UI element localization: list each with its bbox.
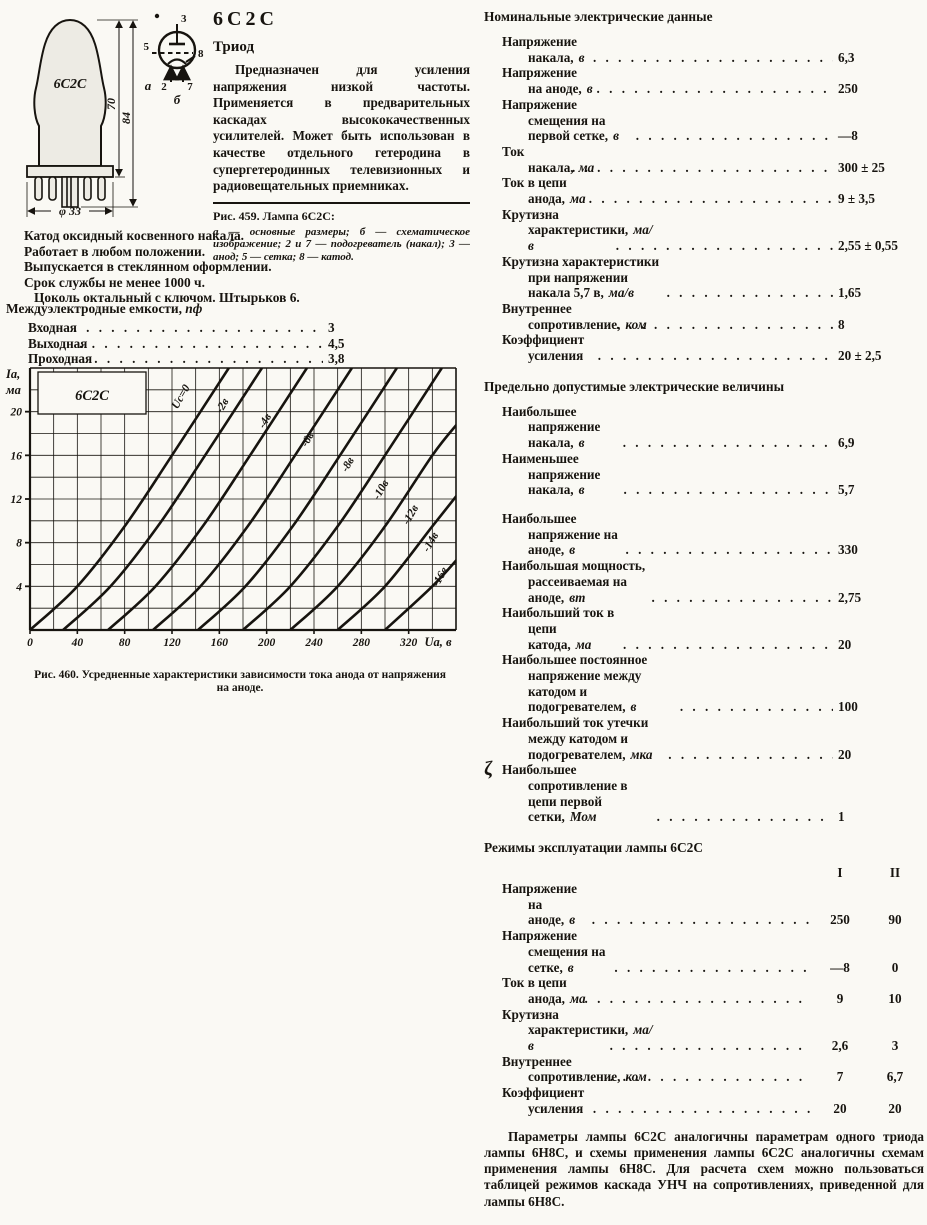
pen-mark: ζ (482, 757, 494, 781)
tube-name-on-glass: 6С2С (53, 77, 87, 92)
row-label: Крутизна характеристики, ма/в (502, 206, 653, 254)
mode-value-1: —8 (830, 959, 850, 975)
mode-value-2: 90 (888, 912, 902, 928)
key-dot (155, 14, 159, 18)
y-tick-label: 16 (10, 450, 22, 463)
modes-heading: Режимы эксплуатации лампы 6С2С (484, 840, 704, 856)
spec-row (502, 301, 924, 332)
spec-row (502, 34, 924, 65)
tube-type: Триод (213, 39, 255, 55)
pin-3-label: 3 (181, 13, 187, 25)
limits-heading: Предельно допустимые электрические величины (484, 378, 785, 394)
row-value: 6,9 (838, 435, 855, 451)
x-tick-label: 280 (352, 637, 370, 649)
y-tick-label: 12 (10, 494, 22, 506)
mode-value-2: 6,7 (886, 1069, 904, 1085)
x-tick-label: 200 (258, 637, 276, 649)
row-label: Наибольшее напряжение на аноде, в (502, 510, 618, 558)
dot-leader (616, 238, 833, 254)
row-label: Крутизна характеристики при напряжении накала 5,7 в, ма/в (502, 253, 660, 301)
dim-84-label: 84 (119, 112, 133, 124)
tube-glass-outline (34, 20, 105, 166)
row-label: Напряжение смещения на сетке, в (502, 928, 606, 975)
pin-5-label: 5 (143, 41, 149, 53)
row-label: Наибольшее напряжение накала, в (502, 403, 601, 451)
row-label: Напряжение на аноде, в (502, 881, 578, 928)
curve-label--10в: -10в (370, 477, 392, 502)
row-label: Наибольший ток утечки между катодом и подогревателем, мка (502, 715, 653, 762)
section-limits (484, 379, 924, 825)
curve-label--6в: -6в (298, 430, 317, 450)
mode-value-2: 0 (891, 959, 899, 975)
spec-row (502, 97, 924, 144)
x-tick-label: 320 (400, 637, 418, 649)
mode-col-1: I (837, 865, 843, 881)
row-label: Крутизна характеристики, ма/в (502, 1006, 653, 1054)
mode-row (502, 928, 924, 975)
nominal-table (484, 34, 924, 364)
row-value: 20 (838, 746, 852, 762)
mode-value-2: 20 (888, 1100, 902, 1116)
spacer (484, 498, 924, 511)
row-value: —8 (838, 128, 858, 144)
dot-leader (585, 991, 811, 1007)
feature-line: Работает в любом положении. (24, 243, 206, 259)
dot-leader (623, 435, 833, 451)
dot-leader (625, 542, 833, 558)
x-tick-label: 80 (118, 637, 131, 649)
row-label: Ток в цепи анода, ма (502, 975, 586, 1006)
mode-col-2: II (889, 865, 901, 881)
row-value: 3,8 (328, 351, 345, 367)
x-tick-label: 120 (163, 637, 181, 649)
row-label: Напряжение смещения на первой сетке, в (502, 96, 619, 144)
dot-leader (614, 960, 811, 976)
row-label: Наибольшее постоянное напряжение между катодом и подогревателем, в (502, 652, 648, 715)
x-tick-label: 0 (27, 637, 33, 649)
dot-leader (592, 912, 811, 928)
title-block (213, 8, 470, 264)
row-value: 5,7 (838, 482, 855, 498)
mode-row (502, 1054, 924, 1085)
caption-divider (213, 202, 470, 204)
spec-row (502, 715, 924, 762)
row-value: 20 (838, 636, 852, 652)
curve-label--8в: -8в (339, 455, 357, 475)
row-value: 4,5 (328, 335, 345, 351)
dim-diameter-label: φ 33 (58, 204, 82, 218)
dot-leader (597, 81, 833, 97)
row-value: 100 (838, 699, 858, 715)
curve--14в (338, 494, 459, 630)
row-value: 2,75 (838, 589, 862, 605)
y-tick-label: 20 (10, 406, 22, 419)
spec-row (502, 404, 924, 451)
row-label: Коэффициент усиления (502, 332, 585, 364)
row-label: Входная (28, 320, 77, 335)
capacitances-heading-text: Междуэлектродные емкости, (6, 301, 182, 316)
row-value: 1 (838, 809, 845, 825)
capacitances-heading (6, 301, 202, 317)
dot-leader (668, 747, 833, 763)
section-modes (484, 840, 924, 1210)
schematic-symbol (152, 14, 195, 82)
view-b-label: б (173, 92, 181, 107)
mode-row (502, 975, 924, 1006)
curve-label--16в: -16в (430, 565, 451, 590)
row-label: Проходная (28, 351, 93, 367)
fig459-caption-title: Рис. 459. Лампа 6С2С: (213, 208, 335, 223)
row-value: 2,55 ± 0,55 (838, 238, 898, 254)
specs-column (484, 9, 924, 1225)
row-label: Ток накала, ма (502, 143, 595, 175)
view-a-label: а (144, 78, 152, 93)
modes-table (484, 881, 924, 1117)
curve-label--2в: -2в (213, 396, 232, 416)
spec-row (502, 144, 924, 175)
dot-leader (623, 637, 833, 653)
capacitance-row (28, 336, 368, 352)
row-value: 20 ± 2,5 (838, 348, 882, 364)
row-label: Коэффициент усиления (502, 1085, 585, 1116)
analog-note-paragraph: Параметры лампы 6С2С аналогичны параметрам одного триода лампы 6Н8С, и схемы применения лампы 6С2С аналогичны схемам применения лампы 6Н8С. Для расчета схем можно пользоваться таблицей режимов каскада УНЧ на сопротивлениях, приведенной для лампы 6Н8С. (484, 1128, 924, 1209)
mode-row (502, 1085, 924, 1116)
y-axis-title: ма (6, 383, 21, 397)
limits-table-b (484, 511, 924, 825)
y-axis-title: Iа, (6, 367, 21, 381)
row-label: Внутреннее сопротивление, ком (502, 1053, 647, 1085)
row-value: 250 (838, 81, 858, 97)
anode-characteristics-chart (4, 362, 466, 654)
mode-value-1: 9 (836, 990, 844, 1006)
pin-2-label: 2 (161, 81, 167, 93)
row-value: 6,3 (838, 49, 855, 65)
row-value: 330 (838, 542, 858, 558)
feature-line: Цоколь октальный с ключом. Штырьков 6. (34, 290, 300, 306)
row-label: Наибольшая мощность, рассеиваемая на аноде, вт (502, 558, 646, 605)
mode-row (502, 1007, 924, 1054)
x-tick-label: 160 (210, 637, 228, 649)
dot-leader (79, 336, 323, 352)
dot-leader (572, 160, 833, 176)
dot-leader (74, 320, 323, 336)
row-label: Ток в цепи анода, ма (502, 175, 586, 207)
mode-value-2: 10 (888, 990, 902, 1006)
chart-title: 6С2С (75, 388, 109, 404)
section-nominal (484, 9, 924, 364)
feature-line: Срок службы не менее 1000 ч. (24, 274, 205, 290)
dot-leader (636, 128, 833, 144)
spec-row (502, 451, 924, 498)
spec-row (502, 558, 924, 605)
row-label: Напряжение накала, в (502, 34, 585, 65)
capacitances-table (28, 320, 368, 367)
pin-8-label: 8 (198, 48, 204, 60)
dot-leader (667, 285, 833, 301)
curve--16в (385, 558, 458, 630)
y-tick-label: 8 (16, 537, 22, 550)
dot-leader (680, 699, 833, 715)
y-tick-label: 4 (16, 581, 22, 594)
spec-row (502, 175, 924, 206)
row-value: 8 (838, 316, 845, 332)
spec-row (502, 605, 924, 652)
dot-leader (651, 590, 833, 606)
row-label: Наибольший ток в цепи катода, ма (502, 605, 615, 652)
dot-leader (593, 1101, 811, 1117)
spec-row (502, 332, 924, 363)
chart-svg (4, 362, 466, 654)
dim-70-label: 70 (104, 98, 118, 110)
curve-label--4в: -4в (256, 411, 275, 431)
nominal-heading: Номинальные электрические данные (484, 9, 713, 24)
tube-base (27, 166, 113, 177)
mode-value-1: 2,6 (831, 1038, 849, 1054)
row-label: Наибольшее сопротивление в цепи первой сетки, Мом (502, 762, 628, 825)
capacitances-heading-unit: пф (185, 301, 203, 316)
dot-leader (589, 191, 833, 207)
curve-label--14в: -14в (420, 530, 442, 555)
curve-label-Uс=0: Uс=0 (169, 382, 193, 412)
spec-row (502, 511, 924, 558)
page-title: 6С2С (213, 8, 278, 30)
feature-line: Катод оксидный косвенного накала. (24, 228, 245, 243)
fig460-caption: Рис. 460. Усредненные характеристики зависимости тока анода от напряжения на аноде. (34, 668, 446, 694)
dot-leader (610, 1038, 811, 1054)
spec-row (482, 757, 924, 825)
capacitance-row (28, 320, 368, 336)
dot-leader (610, 1069, 811, 1085)
spec-row (502, 207, 924, 254)
spec-row (502, 254, 924, 301)
mode-value-1: 7 (836, 1069, 844, 1085)
row-label: Выходная (28, 335, 88, 351)
pin-7-label: 7 (187, 81, 193, 93)
row-value: 1,65 (838, 285, 862, 301)
mode-value-1: 20 (833, 1100, 847, 1116)
figure-459-drawing (5, 4, 220, 226)
row-value: 3 (328, 320, 335, 335)
tube-pins (35, 177, 105, 207)
mode-row (502, 881, 924, 928)
row-value: 9 ± 3,5 (838, 191, 875, 207)
modes-column-headers (484, 865, 924, 881)
mode-value-1: 250 (830, 912, 850, 928)
mode-value-2: 3 (891, 1038, 899, 1054)
dot-leader (657, 809, 833, 825)
feature-line: Выпускается в стеклянном оформлении. (24, 259, 272, 275)
row-value: 300 ± 25 (838, 159, 885, 175)
dot-leader (616, 317, 833, 333)
x-axis-title: Uа, в (424, 635, 452, 649)
description-paragraph: Предназначен для усиления напряжения низкой частоты. Применяется в предварительных каскадах высококачественных усилителей. Может быть использован в качестве отдельного гетеродина в супергетеродинных телевизионных и радиовещательных приемниках. (213, 62, 470, 194)
row-label: Наименьшее напряжение накала, в (502, 450, 601, 498)
row-label: Внутреннее сопротивление, ком (502, 300, 647, 332)
dot-leader (623, 482, 833, 498)
feature-list (24, 225, 470, 306)
dot-leader (598, 348, 833, 364)
spec-row (502, 65, 924, 96)
fig459-caption-detail: а — основные размеры; б — схематическое изображение; 2 и 7 — подогреватель (накал); 3 — анод; 5 — сетка; 8 — катод. (213, 225, 470, 263)
spec-row (502, 652, 924, 715)
x-tick-label: 40 (71, 637, 84, 649)
row-label: Напряжение на аноде, в (502, 65, 593, 97)
limits-table-a (484, 404, 924, 498)
curve-label--12в: -12в (400, 503, 422, 527)
dot-leader (593, 50, 833, 66)
x-tick-label: 240 (305, 637, 323, 649)
